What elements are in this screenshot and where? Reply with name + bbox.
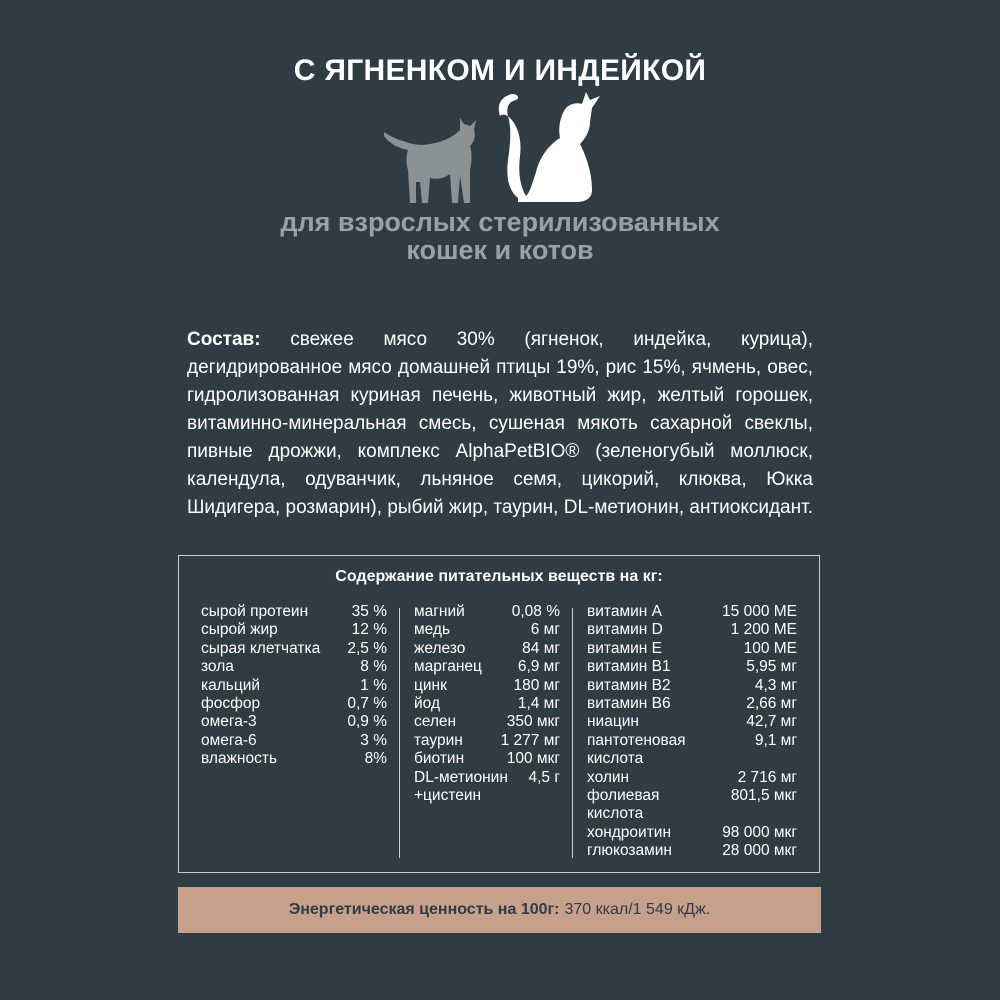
nutrient-name: цинк: [414, 676, 447, 694]
nutrient-value: 2,5 %: [347, 639, 387, 657]
nutrient-row: [587, 621, 797, 639]
nutrients-column-1: [201, 603, 387, 769]
nutrient-name: железо: [414, 639, 466, 657]
nutrients-column-3: [587, 603, 797, 861]
nutrient-row: [201, 713, 387, 731]
nutrient-value: 12 %: [351, 621, 387, 639]
nutrient-value: 15 000 МЕ: [722, 603, 797, 620]
nutrient-value: 35 %: [351, 603, 387, 620]
nutrient-name: магний: [414, 603, 465, 620]
nutrient-value: 100 мкг: [506, 750, 560, 768]
nutrient-value: 5,95 мг: [746, 658, 797, 676]
column-divider: [399, 608, 400, 858]
nutrient-name: витамин В1: [587, 658, 671, 676]
nutrient-value: 98 000 мкг: [722, 823, 797, 841]
energy-label: Энергетическая ценность на 100г:: [288, 901, 560, 918]
nutrient-row: [414, 695, 560, 713]
nutrient-name: медь: [414, 621, 451, 639]
nutrient-row: [587, 713, 797, 731]
nutrient-row: [201, 603, 387, 621]
nutrient-name: йод: [414, 695, 440, 713]
cats-silhouette-icon: [380, 86, 610, 206]
nutrient-name: DL-метионин +цистеин: [414, 768, 508, 805]
kitten-icon: [384, 118, 476, 203]
nutrient-value: 4,3 мг: [754, 676, 797, 694]
nutrient-row: [587, 677, 797, 695]
nutrient-name: витамин Е: [587, 639, 662, 657]
nutrient-value: 180 мг: [513, 676, 560, 694]
nutrient-value: 3 %: [360, 731, 387, 749]
nutrient-row: [414, 713, 560, 731]
nutrient-row: [414, 658, 560, 676]
nutrient-name: таурин: [414, 731, 463, 749]
nutrient-value: 801,5 мкг: [730, 787, 797, 805]
nutrient-row: [414, 677, 560, 695]
nutrient-value: 42,7 мг: [746, 713, 797, 731]
nutrient-name: сырой жир: [201, 621, 278, 639]
nutrient-value: 0,7 %: [347, 695, 387, 713]
subtitle-line-2: кошек и котов: [406, 235, 594, 265]
nutrient-name: сырая клетчатка: [201, 639, 321, 657]
nutrient-value: 2,66 мг: [746, 695, 797, 713]
nutrient-value: 2 716 мг: [737, 768, 797, 786]
nutrient-row: [201, 621, 387, 639]
subtitle-line-1: для взрослых стерилизованных: [280, 207, 720, 237]
nutrient-row: [587, 787, 797, 824]
nutrient-name: ниацин: [587, 713, 639, 731]
nutrient-value: 9,1 мг: [754, 731, 797, 749]
nutrient-value: 6 мг: [530, 621, 560, 639]
nutrient-row: [414, 732, 560, 750]
product-title: С ЯГНЕНКОМ И ИНДЕЙКОЙ: [293, 54, 707, 87]
nutrient-name: кальций: [201, 676, 261, 694]
nutrient-value: 0,9 %: [347, 713, 387, 731]
column-divider: [572, 608, 573, 858]
nutrients-title: Содержание питательных веществ на кг:: [335, 568, 663, 585]
nutrient-row: [414, 621, 560, 639]
nutrient-name: марганец: [414, 658, 482, 676]
nutrient-row: [587, 732, 797, 769]
nutrient-row: [587, 842, 797, 860]
nutrient-value: 100 МЕ: [743, 639, 797, 657]
energy-value-band: [178, 887, 821, 933]
nutrient-row: [201, 658, 387, 676]
nutrient-row: [414, 750, 560, 768]
nutrient-row: [587, 824, 797, 842]
nutrient-name: витамин D: [587, 621, 663, 639]
nutrient-name: хондроитин: [587, 823, 672, 841]
nutrient-value: 1 %: [360, 676, 387, 694]
nutrient-value: 28 000 мкг: [722, 842, 797, 860]
nutrient-name: витамин А: [587, 603, 662, 620]
nutrient-name: витамин В2: [587, 676, 671, 694]
composition-label: Состав:: [187, 329, 261, 350]
nutrient-row: [587, 695, 797, 713]
nutrient-value: 6,9 мг: [517, 658, 560, 676]
nutrients-column-2: [414, 603, 560, 805]
nutrient-row: [414, 640, 560, 658]
nutrient-name: витамин В6: [587, 695, 671, 713]
composition-body: свежее мясо 30% (ягненок, индейка, курица), дегидрированное мясо домашней птицы 19%, рис 15%, ячмень, овес, гидролизованная куриная печень, животный жир, желтый горошек, витаминно-минеральная смесь, сушеная мякоть сахарной свеклы, пивные дрожжи, комплекс AlphaPetBIO® (зеленогубый моллюск, календула, одуванчик, льняное семя, цикорий, клюква, Юкка Шидигера, розмарин), рыбий жир, таурин, DL-метионин, антиоксидант.: [187, 329, 814, 518]
nutrient-row: [201, 750, 387, 768]
nutrient-name: холин: [587, 768, 630, 786]
nutrient-value: 8 %: [360, 658, 387, 676]
nutrient-row: [587, 603, 797, 621]
nutrient-name: фолиевая кислота: [587, 787, 660, 823]
nutrient-row: [201, 732, 387, 750]
nutrient-name: глюкозамин: [587, 842, 672, 860]
composition-text: [187, 326, 813, 522]
nutrient-value: 0,08 %: [511, 603, 560, 620]
nutrient-value: 350 мкг: [506, 713, 560, 731]
nutrient-name: омега-3: [201, 713, 257, 731]
nutrient-row: [201, 640, 387, 658]
nutrient-name: зола: [201, 658, 234, 676]
energy-value: 370 ккал/1 549 кДж.: [564, 901, 711, 918]
nutrient-value: 4,5 г: [528, 768, 560, 786]
nutrient-value: 1 277 мг: [500, 731, 560, 749]
nutrient-row: [414, 769, 560, 806]
nutrient-value: 1,4 мг: [517, 695, 560, 713]
nutrient-name: омега-6: [201, 731, 257, 749]
nutrient-name: сырой протеин: [201, 603, 309, 620]
nutrient-row: [587, 769, 797, 787]
nutrient-value: 1 200 МЕ: [730, 621, 797, 639]
nutrient-name: биотин: [414, 750, 465, 768]
nutrient-name: селен: [414, 713, 457, 731]
nutrient-name: фосфор: [201, 695, 261, 713]
nutrient-row: [414, 603, 560, 621]
nutrients-table: [178, 555, 820, 873]
cat-icon: [499, 92, 600, 202]
nutrient-row: [587, 658, 797, 676]
nutrient-row: [201, 695, 387, 713]
nutrient-name: пантотеновая кислота: [587, 731, 686, 768]
nutrient-row: [587, 640, 797, 658]
nutrient-value: 8%: [364, 750, 387, 768]
product-subtitle: [0, 208, 1000, 264]
nutrient-name: влажность: [201, 750, 278, 768]
nutrient-row: [201, 677, 387, 695]
nutrient-value: 84 мг: [522, 639, 560, 657]
